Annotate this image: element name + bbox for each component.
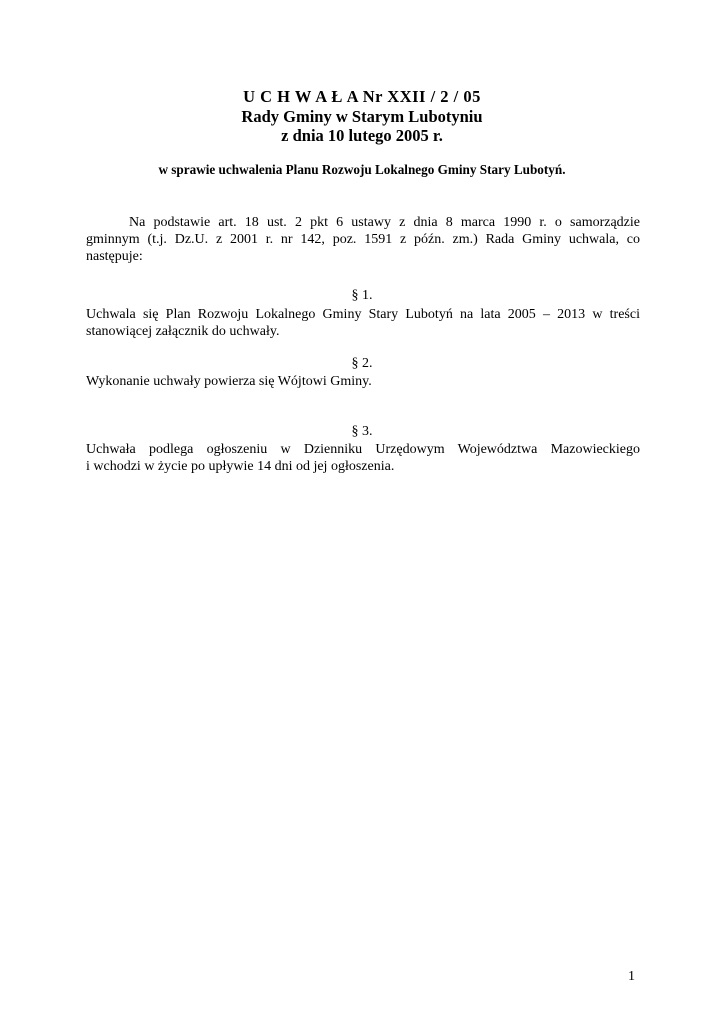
preamble-line: następuje: (86, 249, 143, 264)
section-line: Uchwala się Plan Rozwoju Lokalnego Gminy Stary Lubotyń na lata 2005 – 2013 w treści (86, 307, 640, 322)
section-symbol: § 3. (351, 424, 373, 439)
section-line: Wykonanie uchwały powierza się Wójtowi Gminy. (86, 374, 372, 389)
section-line: i wchodzi w życie po upływie 14 dni od jej ogłoszenia. (86, 459, 395, 474)
preamble-line: Na podstawie art. 18 ust. 2 pkt 6 ustawy z dnia 8 marca 1990 r. o samorządzie (129, 215, 640, 230)
council-name: Rady Gminy w Starym Lubotyniu (241, 107, 483, 126)
section-line: stanowiącej załącznik do uchwały. (86, 324, 280, 339)
resolution-date: z dnia 10 lutego 2005 r. (281, 126, 443, 145)
preamble (86, 214, 640, 265)
preamble-line: gminnym (t.j. Dz.U. z 2001 r. nr 142, poz. 1591 z późn. zm.) Rada Gminy uchwala, co (86, 232, 640, 247)
section-symbol: § 1. (351, 288, 373, 303)
resolution-title: U C H W A Ł A Nr XXII / 2 / 05 (243, 87, 481, 106)
section-text (86, 306, 640, 340)
section-line: Uchwała podlega ogłoszeniu w Dzienniku Urzędowym Województwa Mazowieckiego (86, 442, 640, 457)
page-number: 1 (628, 969, 635, 984)
resolution-subject: w sprawie uchwalenia Planu Rozwoju Lokalnego Gminy Stary Lubotyń. (158, 162, 566, 177)
section-text (86, 373, 640, 390)
section-text (86, 441, 640, 475)
section-symbol: § 2. (351, 356, 373, 371)
